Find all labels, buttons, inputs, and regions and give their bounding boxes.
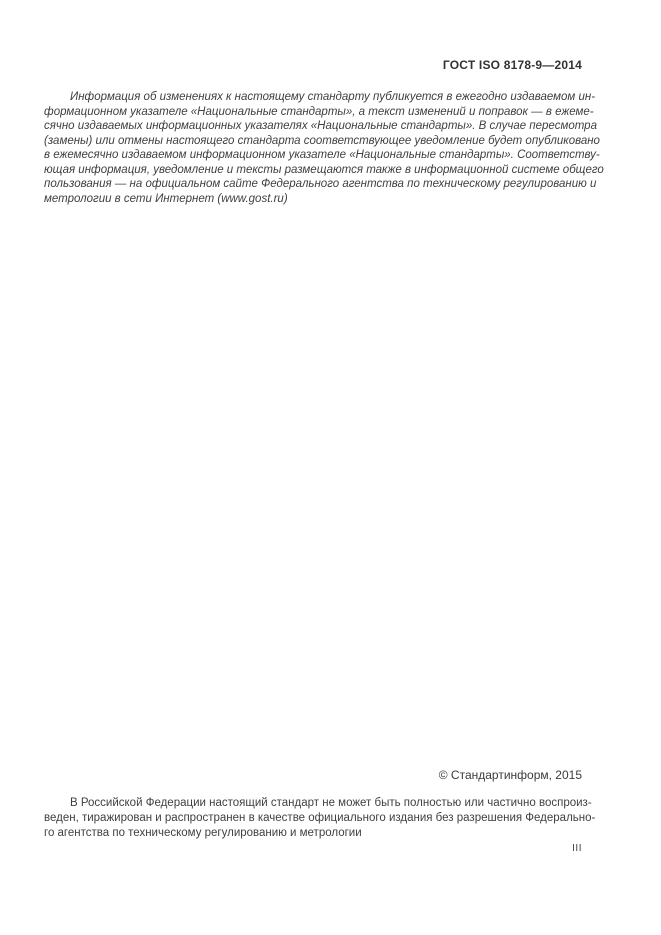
text-line: в ежемесячно издаваемом информационном указателе «Национальные стандарты». Соответству- (44, 149, 600, 161)
text-line: формационном указателе «Национальные стандарты», а текст изменений и поправок — в ежеме- (44, 105, 594, 118)
text-line: (замены) или отмены настоящего стандарта соответствующее уведомление будет опубликовано (44, 134, 600, 147)
text-line: веден, тиражирован и распространен в качестве официального издания без разрешения Федерально- (44, 812, 596, 824)
text-line: пользования — на официальном сайте Федерального агентства по техническому регулированию и (44, 178, 597, 190)
text-line: метрологии в сети Интернет (www.gost.ru) (44, 192, 288, 205)
standard-designation: ГОСТ ISO 8178-9—2014 (442, 58, 582, 72)
text-line: го агентства по техническому регулированию и метрологии (44, 827, 362, 839)
page-number: III (572, 843, 582, 854)
text-line: В Российской Федерации настоящий стандарт не может быть полностью или частично воспроиз- (70, 797, 592, 809)
text-line: ющая информация, уведомление и тексты размещаются также в информационной системе общего (44, 163, 604, 176)
reproduction-restriction (44, 796, 596, 841)
amendments-notice (44, 90, 604, 206)
copyright-notice: © Стандартинформ, 2015 (438, 768, 582, 782)
text-line: сячно издаваемых информационных указателях «Национальные стандарты». В случае пересмотра (44, 120, 597, 132)
text-line: Информация об изменениях к настоящему стандарту публикуется в ежегодно издаваемом ин- (70, 91, 596, 103)
